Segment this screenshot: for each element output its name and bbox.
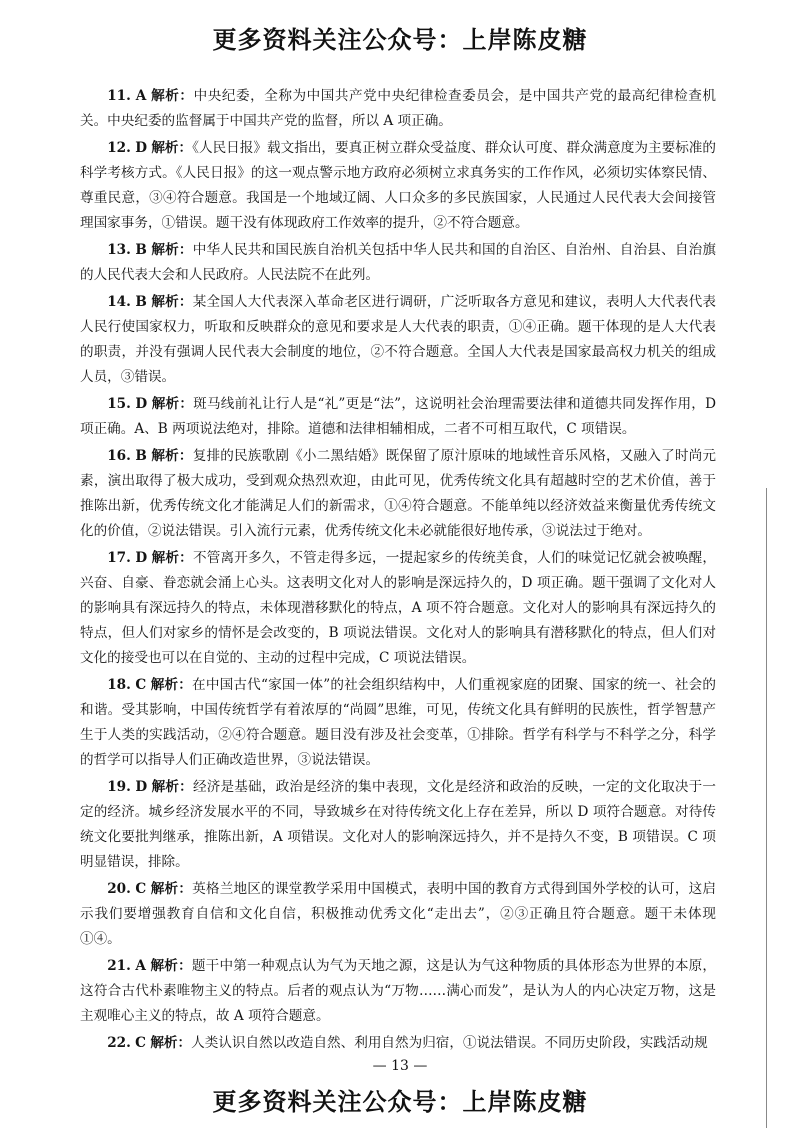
analysis-label: 解析： — [151, 396, 194, 412]
answer-item — [80, 238, 716, 288]
analysis-text: 中央纪委，全称为中国共产党中央纪律检查委员会，是中国共产党的最高纪律检查机关。中央纪委的监督属于中国共产党的监督，所以 A 项正确。 — [80, 88, 717, 129]
answer-content — [80, 84, 716, 1058]
analysis-label: 解析： — [150, 881, 193, 897]
analysis-label: 解析： — [150, 1035, 192, 1051]
answer-item — [80, 290, 716, 390]
question-number: 16. — [107, 448, 131, 464]
question-number: 14. — [107, 294, 131, 310]
header-watermark: 更多资料关注公众号：上岸陈皮糖 — [212, 26, 588, 54]
analysis-label: 解析： — [150, 677, 193, 693]
analysis-label: 解析： — [151, 448, 193, 464]
answer-letter: B — [135, 294, 147, 310]
answer-item — [80, 136, 716, 236]
analysis-label: 解析： — [151, 242, 193, 258]
analysis-text: 经济是基础，政治是经济的集中表现，文化是经济和政治的反映，一定的文化取决于一定的经济。城乡经济发展水平的不同，导致城乡在对待传统文化上存在差异，所以 D 项符合题意。对待传统文化要批判继承，推陈出新，A 项错误。文化对人的影响深远持久，并不是持久不变，B 项错误。C 项明显错误，排除。 — [80, 779, 716, 870]
question-number: 13. — [107, 242, 131, 258]
answer-letter: B — [135, 242, 147, 258]
answer-letter: B — [135, 448, 147, 464]
answer-item — [80, 954, 716, 1029]
answer-letter: C — [135, 1035, 146, 1051]
analysis-text: 人类认识自然以改造自然、利用自然为归宿，①说法错误。不同历史阶段，实践活动规 — [191, 1035, 708, 1051]
analysis-label: 解析： — [151, 88, 194, 104]
answer-item — [80, 546, 716, 671]
analysis-text: 复排的民族歌剧《小二黑结婚》既保留了原汁原味的地域性音乐风格，又融入了时尚元素，演出取得了极大成功，受到观众热烈欢迎，由此可见，优秀传统文化具有超越时空的艺术价值，善于推陈出新，优秀传统文化才能满足人们的新需求，①④符合题意。不能单纯以经济效益来衡量优秀传统文化的价值，②说法错误。引入流行元素，优秀传统文化未必就能很好地传承，③说法过于绝对。 — [80, 448, 717, 539]
answer-letter: D — [135, 396, 148, 412]
answer-item — [80, 775, 716, 875]
answer-letter: C — [135, 677, 147, 693]
page-number: — 13 — — [372, 1058, 428, 1074]
analysis-text: 不管离开多久，不管走得多远，一提起家乡的传统美食，人们的味觉记忆就会被唤醒，兴奋、自豪、眷恋就会涌上心头。这表明文化对人的影响是深远持久的，D 项正确。题干强调了文化对人的影响具有深远持久的特点，未体现潜移默化的特点，A 项不符合题意。文化对人的影响具有深远持久的特点，但人们对家乡的情怀是会改变的，B 项说法错误。文化对人的影响具有潜移默化的特点，但人们对文化的接受也可以在自觉的、主动的过程中完成，C 项说法错误。 — [80, 550, 716, 666]
analysis-label: 解析： — [151, 779, 193, 795]
analysis-text: 在中国古代“家国一体”的社会组织结构中，人们重视家庭的团聚、国家的统一、社会的和谐。受其影响，中国传统哲学有着浓厚的“尚圆”思维，可见，传统文化具有鲜明的民族性，哲学智慧产生于人类的实践活动，②④符合题意。题目没有涉及社会变革，①排除。哲学有科学与不科学之分，科学的哲学可以指导人们正确改造世界，③说法错误。 — [80, 677, 716, 768]
answer-item — [80, 877, 716, 952]
answer-item — [80, 84, 716, 134]
analysis-text: 某全国人大代表深入革命老区进行调研，广泛听取各方意见和建议，表明人大代表代表人民行使国家权力，听取和反映群众的意见和要求是人大代表的职责，①④正确。题干体现的是人大代表的职责，并没有强调人民代表大会制度的地位，②不符合题意。全国人大代表是国家最高权力机关的组成人员，③错误。 — [80, 294, 717, 385]
question-number: 11. — [107, 88, 131, 104]
answer-item — [80, 1031, 716, 1056]
answer-item — [80, 392, 716, 442]
scan-edge-line — [766, 488, 767, 1128]
question-number: 20. — [107, 881, 131, 897]
question-number: 21. — [107, 958, 131, 974]
analysis-text: 中华人民共和国民族自治机关包括中华人民共和国的自治区、自治州、自治县、自治旗的人民代表大会和人民政府。人民法院不在此列。 — [80, 242, 717, 283]
question-number: 22. — [107, 1035, 131, 1051]
answer-letter: C — [135, 881, 147, 897]
analysis-label: 解析： — [151, 550, 193, 566]
analysis-text: 题干中第一种观点认为气为天地之源，这是认为气这种物质的具体形态为世界的本原，这符合古代朴素唯物主义的特点。后者的观点认为“万物……满心而发”，是认为人的内心决定万物，这是主观唯心主义的特点，故 A 项符合题意。 — [80, 958, 717, 1024]
answer-letter: A — [135, 958, 146, 974]
analysis-text: 斑马线前礼让行人是“礼”更是“法”，这说明社会治理需要法律和道德共同发挥作用，D 项正确。A、B 两项说法绝对，排除。道德和法律相辅相成，二者不可相互取代，C 项错误。 — [80, 396, 717, 437]
question-number: 19. — [107, 779, 131, 795]
answer-item — [80, 444, 716, 544]
analysis-text: 英格兰地区的课堂教学采用中国模式，表明中国的教育方式得到国外学校的认可，这启示我们要增强教育自信和文化自信，积极推动优秀文化“走出去”，②③正确且符合题意。题干未体现①④。 — [80, 881, 717, 947]
question-number: 17. — [107, 550, 131, 566]
analysis-label: 解析： — [151, 140, 193, 156]
answer-letter: D — [135, 779, 148, 795]
question-number: 18. — [107, 677, 131, 693]
analysis-text: 《人民日报》载文指出，要真正树立群众受益度、群众认可度、群众满意度为主要标准的科学考核方式。《人民日报》的这一观点警示地方政府必须树立求真务实的工作作风，必须切实体察民情、尊重民意，③④符合题意。我国是一个地域辽阔、人口众多的多民族国家，人民通过人民代表大会间接管理国家事务，①错误。题干没有体现政府工作效率的提升，②不符合题意。 — [80, 140, 717, 231]
answer-item — [80, 673, 716, 773]
question-number: 12. — [107, 140, 131, 156]
answer-letter: A — [135, 88, 147, 104]
analysis-label: 解析： — [151, 294, 193, 310]
answer-letter: D — [135, 140, 147, 156]
analysis-label: 解析： — [150, 958, 192, 974]
footer-watermark: 更多资料关注公众号：上岸陈皮糖 — [212, 1088, 588, 1116]
answer-letter: D — [135, 550, 148, 566]
question-number: 15. — [107, 396, 131, 412]
